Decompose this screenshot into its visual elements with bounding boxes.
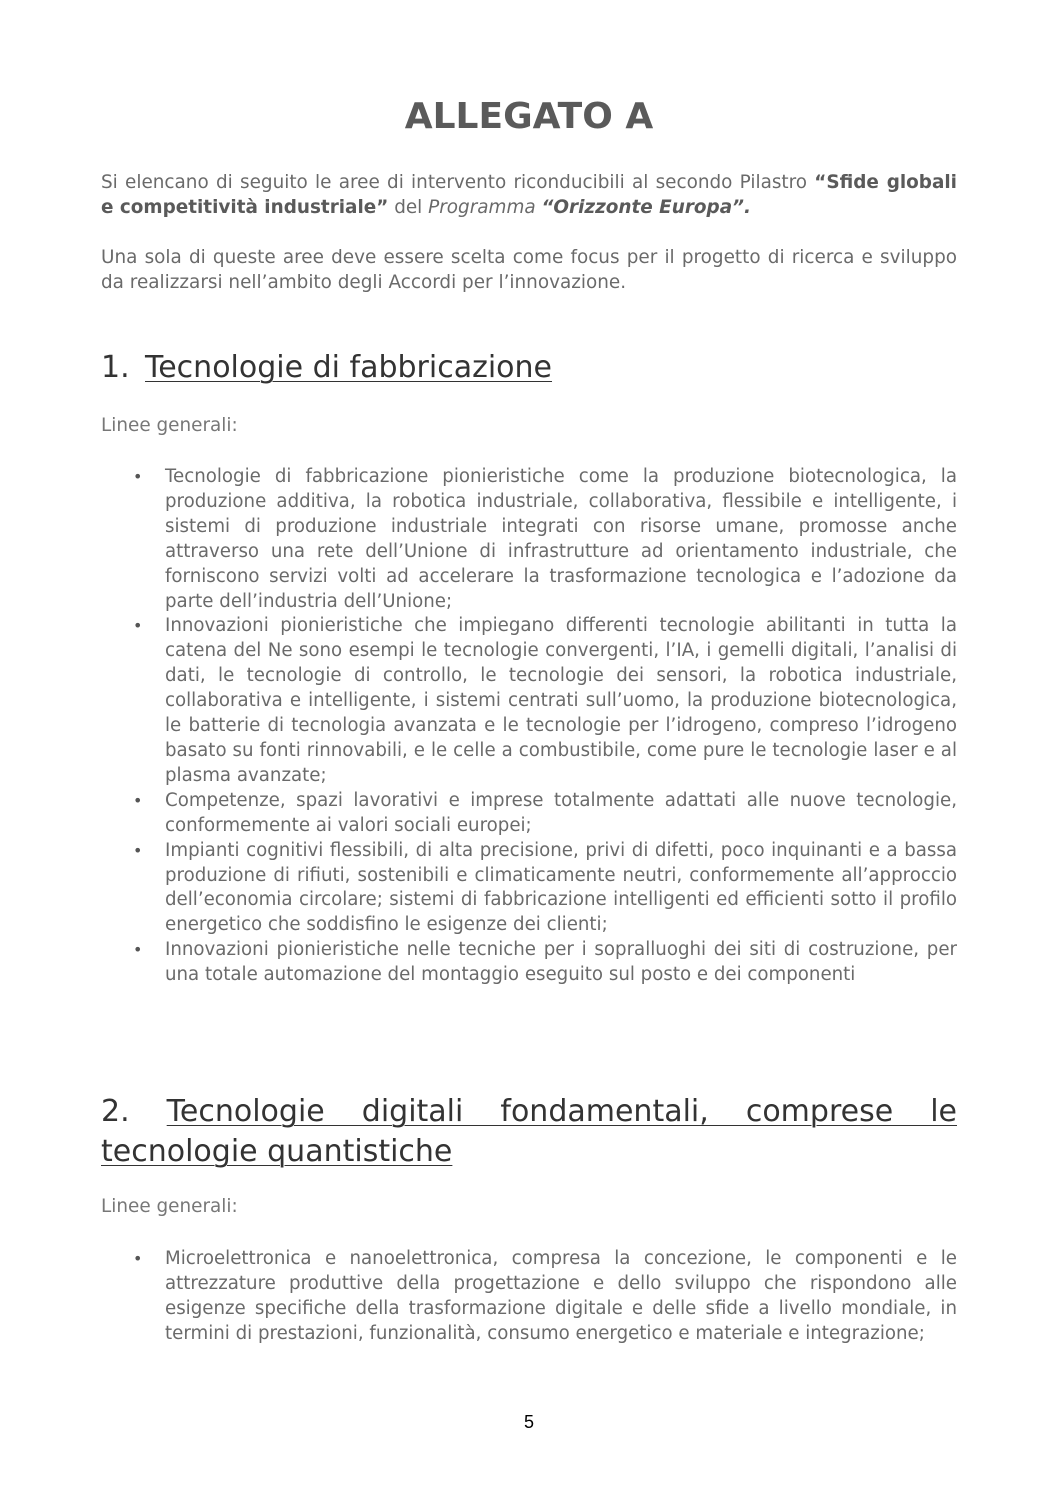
bullet-icon: • [133, 940, 143, 960]
programma-label: Programma [428, 197, 536, 218]
section-2-lead: Linee generali: [101, 1196, 238, 1217]
intro-text: del [388, 197, 429, 218]
list-item [101, 938, 957, 988]
intro-paragraph-2: Una sola di queste aree deve essere scelta come focus per il progetto di ricerca e sviluppo da realizzarsi nell’ambito degli Accordi per l’innovazione. [101, 247, 957, 293]
section-title: Tecnologie di fabbricazione [145, 350, 553, 385]
list-item [101, 614, 957, 788]
list-item-text: Innovazioni pionieristiche nelle tecniche per i sopralluoghi dei siti di costruzione, per una totale automazione del montaggio eseguito sul posto e dei componenti [165, 939, 957, 986]
section-1-lead: Linee generali: [101, 415, 238, 436]
bullet-icon: • [133, 840, 143, 860]
bullet-icon: • [133, 1249, 143, 1268]
list-item [101, 465, 957, 614]
list-item [101, 1247, 957, 1347]
section-2-heading [101, 1092, 957, 1172]
section-2-list [101, 1247, 957, 1347]
bullet-icon: • [133, 467, 143, 486]
program-name: “Orizzonte Europa”. [541, 197, 751, 218]
section-title: Tecnologie digitali fondamentali, comprese le tecnologie quantistiche [101, 1094, 957, 1169]
section-1-list [101, 465, 957, 988]
bullet-icon: • [133, 790, 143, 810]
section-number: 1. [101, 350, 130, 385]
intro-text: Si elencano di seguito le aree di intervento riconducibili al secondo Pilastro [101, 172, 815, 193]
intro-paragraph-1 [101, 170, 957, 220]
page-number: 5 [523, 1412, 534, 1432]
list-item [101, 789, 957, 839]
pillar-name: “Sfide globali e competitività industriale” [101, 172, 957, 218]
list-item-text: Tecnologie di fabbricazione pionieristiche come la produzione biotecnologica, la produzione additiva, la robotica industriale, collaborativa, flessibile e intelligente, i sistemi di produzione industriale integrati con risorse umane, promosse anche attraverso una rete dell’Unione di infrastrutture ad orientamento industriale, che forniscono servizi volti ad accelerare la trasformazione tecnologica e l’adozione da parte dell’industria dell’Unione; [165, 466, 957, 612]
list-item-text: Competenze, spazi lavorativi e imprese totalmente adattati alle nuove tecnologie, conformemente ai valori sociali europei; [165, 789, 957, 836]
list-item-text: Impianti cognitivi flessibili, di alta precisione, privi di difetti, poco inquinanti e a bassa produzione di rifiuti, sostenibili e climaticamente neutri, conformemente all’approccio dell’economia circolare; sistemi di fabbricazione intelligenti ed efficienti sotto il profilo energetico che soddisfino le esigenze dei clienti; [165, 839, 957, 936]
page-title: ALLEGATO A [404, 96, 654, 137]
bullet-icon: • [133, 616, 143, 636]
list-item-text: Innovazioni pionieristiche che impiegano differenti tecnologie abilitanti in tutta la catena del Ne sono esempi le tecnologie convergenti, l’IA, i gemelli digitali, l’analisi di dati, le tecnologie di controllo, le tecnologie dei sensori, la robotica industriale, collaborativa e intelligente, i sistemi centrati sull’uomo, la produzione biotecnologica, le batterie di tecnologia avanzata e le tecnologie per l’idrogeno, compreso l’idrogeno basato su fonti rinnovabili, e le celle a combustibile, come pure le tecnologie laser e al plasma avanzate; [165, 615, 957, 786]
list-item-text: Microelettronica e nanoelettronica, compresa la concezione, le componenti e le attrezzature produttive della progettazione e dello sviluppo che rispondono alle esigenze specifiche della trasformazione digitale e delle sfide a livello mondiale, in termini di prestazioni, funzionalità, consumo energetico e materiale e integrazione; [165, 1248, 957, 1344]
list-item [101, 839, 957, 939]
section-number: 2. [101, 1094, 130, 1129]
section-1-heading [101, 348, 957, 388]
